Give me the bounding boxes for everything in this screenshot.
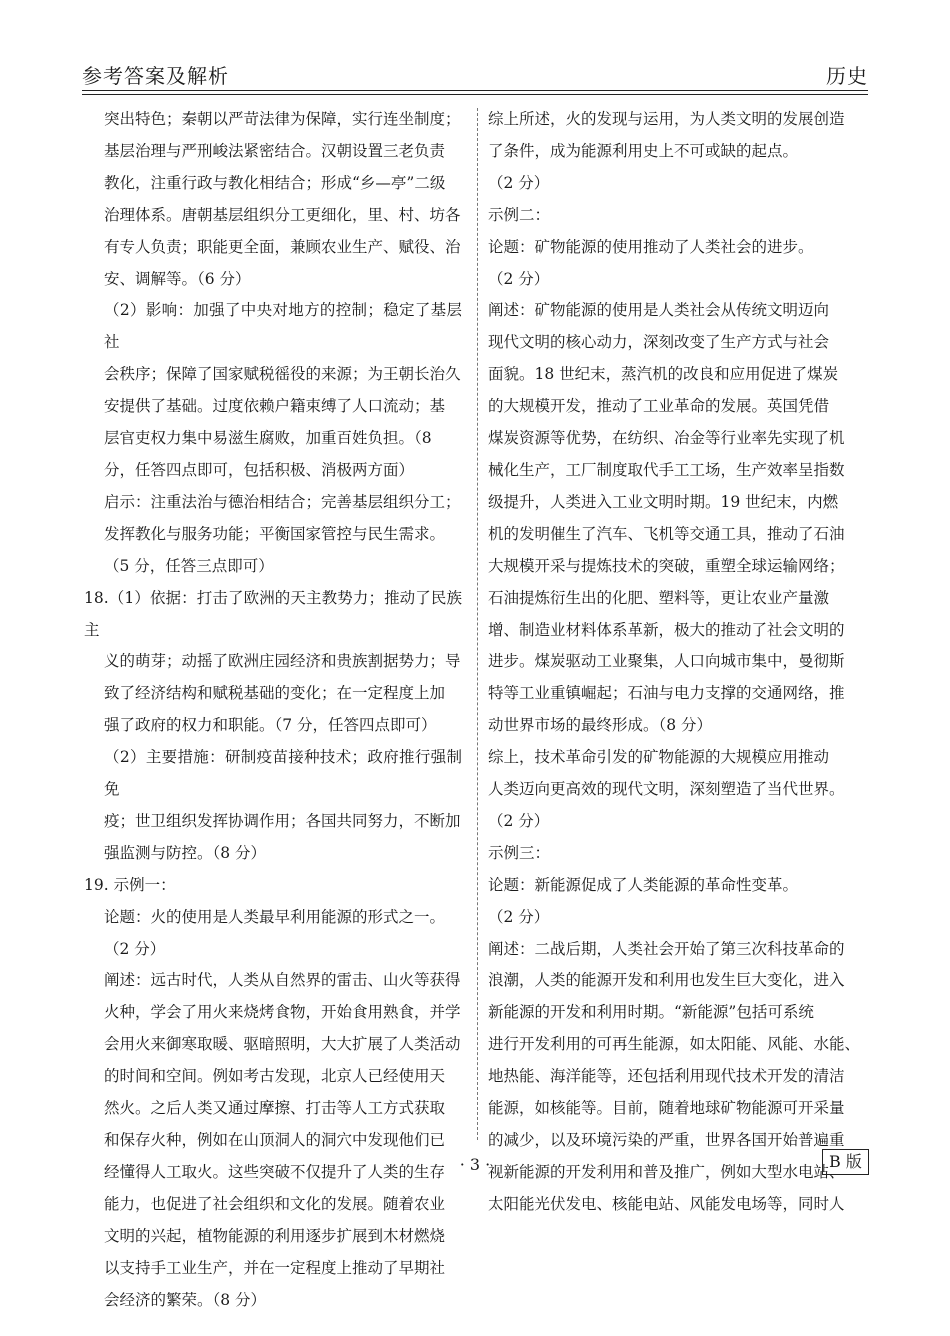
- text-line: （2 分）: [488, 269, 550, 288]
- text-line: 新能源的开发和利用时期。“新能源”包括可系统: [488, 1003, 814, 1022]
- text-line: 了条件，成为能源利用史上不可或缺的起点。: [488, 141, 799, 160]
- text-line: 人类迈向更高效的现代文明，深刻塑造了当代世界。: [488, 780, 845, 799]
- text-line: 安、调解等。（6 分）: [104, 269, 251, 288]
- right-column: [488, 104, 872, 1221]
- text-line: 义的萌芽；动摇了欧洲庄园经济和贵族割据势力；导: [104, 652, 461, 671]
- text-line: 有专人负责；职能更全面，兼顾农业生产、赋役、治: [104, 237, 461, 256]
- text-line: （2 分）: [488, 811, 550, 830]
- text-line: 综上所述，火的发现与运用，为人类文明的发展创造: [488, 110, 845, 128]
- text-line: 机的发明催生了汽车、飞机等交通工具，推动了石油: [488, 524, 845, 543]
- text-line: 大规模开采与提炼技术的突破，重塑全球运输网络；: [488, 556, 845, 575]
- text-line: 煤炭资源等优势，在纺织、冶金等行业率先实现了机: [488, 429, 845, 448]
- text-line: 18.（1）依据：打击了欧洲的天主教势力；推动了民族主: [84, 588, 462, 639]
- text-line: 治理体系。唐朝基层组织分工更细化，里、村、坊各: [104, 205, 461, 224]
- text-line: 疫；世卫组织发挥协调作用；各国共同努力，不断加: [104, 811, 461, 830]
- text-line: 文明的兴起，植物能源的利用逐步扩展到木材燃烧: [104, 1226, 446, 1245]
- text-line: 阐述：远古时代，人类从自然界的雷击、山火等获得: [104, 971, 461, 990]
- text-line: 现代文明的核心动力，深刻改变了生产方式与社会: [488, 333, 830, 352]
- text-line: 进步。煤炭驱动工业聚集，人口向城市集中，曼彻斯: [488, 652, 845, 671]
- text-line: 论题：矿物能源的使用推动了人类社会的进步。: [488, 237, 814, 256]
- page-number: · 3 ·: [459, 1155, 491, 1174]
- text-line: 经懂得人工取火。这些突破不仅提升了人类的生存: [104, 1162, 446, 1181]
- text-line: 的减少，以及环境污染的严重，世界各国开始普遍重: [488, 1131, 845, 1149]
- text-line: 阐述：矿物能源的使用是人类社会从传统文明迈向: [488, 301, 830, 320]
- text-line: 浪潮，人类的能源开发和利用也发生巨大变化，进入: [488, 971, 845, 990]
- text-line: 教化，注重行政与教化相结合；形成“乡—亭”二级: [104, 173, 446, 192]
- header-rule-double: [82, 94, 868, 95]
- text-line: 突出特色；秦朝以严苛法律为保障，实行连坐制度；: [104, 110, 461, 128]
- text-line: （2 分）: [488, 907, 550, 926]
- text-line: 以支持手工业生产，并在一定程度上推动了早期社: [104, 1258, 446, 1277]
- text-line: （5 分，任答三点即可）: [104, 556, 274, 575]
- text-line: 然火。之后人类又通过摩擦、打击等人工方式获取: [104, 1099, 446, 1118]
- text-line: 械化生产，工厂制度取代手工工场，生产效率呈指数: [488, 460, 845, 479]
- text-line: 进行开发利用的可再生能源，如太阳能、风能、水能、: [488, 1035, 861, 1054]
- text-line: 能源，如核能等。目前，随着地球矿物能源可开采量: [488, 1099, 845, 1118]
- text-line: 会秩序；保障了国家赋税徭役的来源；为王朝长治久: [104, 365, 461, 384]
- text-line: 视新能源的开发利用和普及推广，例如大型水电站、: [488, 1162, 845, 1181]
- text-line: 论题：火的使用是人类最早利用能源的形式之一。: [104, 907, 446, 926]
- text-line: 会经济的繁荣。（8 分）: [104, 1290, 267, 1309]
- text-line: 特等工业重镇崛起；石油与电力支撑的交通网络，推: [488, 684, 845, 703]
- text-line: 启示：注重法治与德治相结合；完善基层组织分工；: [104, 492, 461, 511]
- text-line: 分，任答四点即可，包括积极、消极两方面）: [104, 460, 415, 479]
- text-line: 会用火来御寒取暖、驱暗照明，大大扩展了人类活动: [104, 1035, 461, 1054]
- text-line: 增、制造业材料体系革新，极大的推动了社会文明的: [488, 620, 845, 639]
- text-line: 级提升，人类进入工业文明时期。19 世纪末，内燃: [488, 492, 839, 511]
- text-line: 和保存火种，例如在山顶洞人的洞穴中发现他们已: [104, 1131, 446, 1149]
- text-line: 层官吏权力集中易滋生腐败，加重百姓负担。（8: [104, 429, 432, 448]
- text-line: 地热能、海洋能等，还包括利用现代技术开发的清洁: [488, 1067, 845, 1086]
- text-line: 强监测与防控。（8 分）: [104, 843, 267, 862]
- text-line: 论题：新能源促成了人类能源的革命性变革。: [488, 875, 799, 894]
- text-line: 安提供了基础。过度依赖户籍束缚了人口流动；基: [104, 397, 446, 416]
- text-line: （2）主要措施：研制疫苗接种技术；政府推行强制免: [104, 748, 462, 799]
- text-line: 综上，技术革命引发的矿物能源的大规模应用推动: [488, 748, 830, 767]
- header-subject: 历史: [826, 64, 868, 88]
- column-divider: [477, 108, 478, 1140]
- header-title: 参考答案及解析: [82, 64, 229, 88]
- text-line: 的时间和空间。例如考古发现，北京人已经使用天: [104, 1067, 446, 1086]
- text-line: 的大规模开发，推动了工业革命的发展。英国凭借: [488, 397, 830, 416]
- text-line: 示例二：: [488, 205, 551, 224]
- text-line: 示例三：: [488, 843, 551, 862]
- text-line: 太阳能光伏发电、核能电站、风能发电场等，同时人: [488, 1194, 845, 1213]
- text-line: （2）影响：加强了中央对地方的控制；稳定了基层社: [104, 301, 462, 352]
- text-line: 动世界市场的最终形成。（8 分）: [488, 716, 713, 735]
- text-line: 面貌。18 世纪末，蒸汽机的改良和应用促进了煤炭: [488, 365, 839, 384]
- header-rule: [82, 90, 868, 91]
- text-line: 发挥教化与服务功能；平衡国家管控与民生需求。: [104, 524, 446, 543]
- text-line: 阐述：二战后期，人类社会开始了第三次科技革命的: [488, 939, 845, 958]
- text-line: 基层治理与严刑峻法紧密结合。汉朝设置三老负责: [104, 141, 446, 160]
- text-line: 石油提炼衍生出的化肥、塑料等，更让农业产量激: [488, 588, 830, 607]
- text-line: 强了政府的权力和职能。（7 分，任答四点即可）: [104, 716, 437, 735]
- text-line: 致了经济结构和赋税基础的变化；在一定程度上加: [104, 684, 446, 703]
- text-line: 能力，也促进了社会组织和文化的发展。随着农业: [104, 1194, 446, 1213]
- left-column: [84, 104, 462, 1316]
- edition-badge: B 版: [822, 1149, 869, 1175]
- text-line: （2 分）: [104, 939, 166, 958]
- text-line: 19. 示例一：: [84, 875, 176, 894]
- text-line: （2 分）: [488, 173, 550, 192]
- text-line: 火种，学会了用火来烧烤食物，开始食用熟食，并学: [104, 1003, 461, 1022]
